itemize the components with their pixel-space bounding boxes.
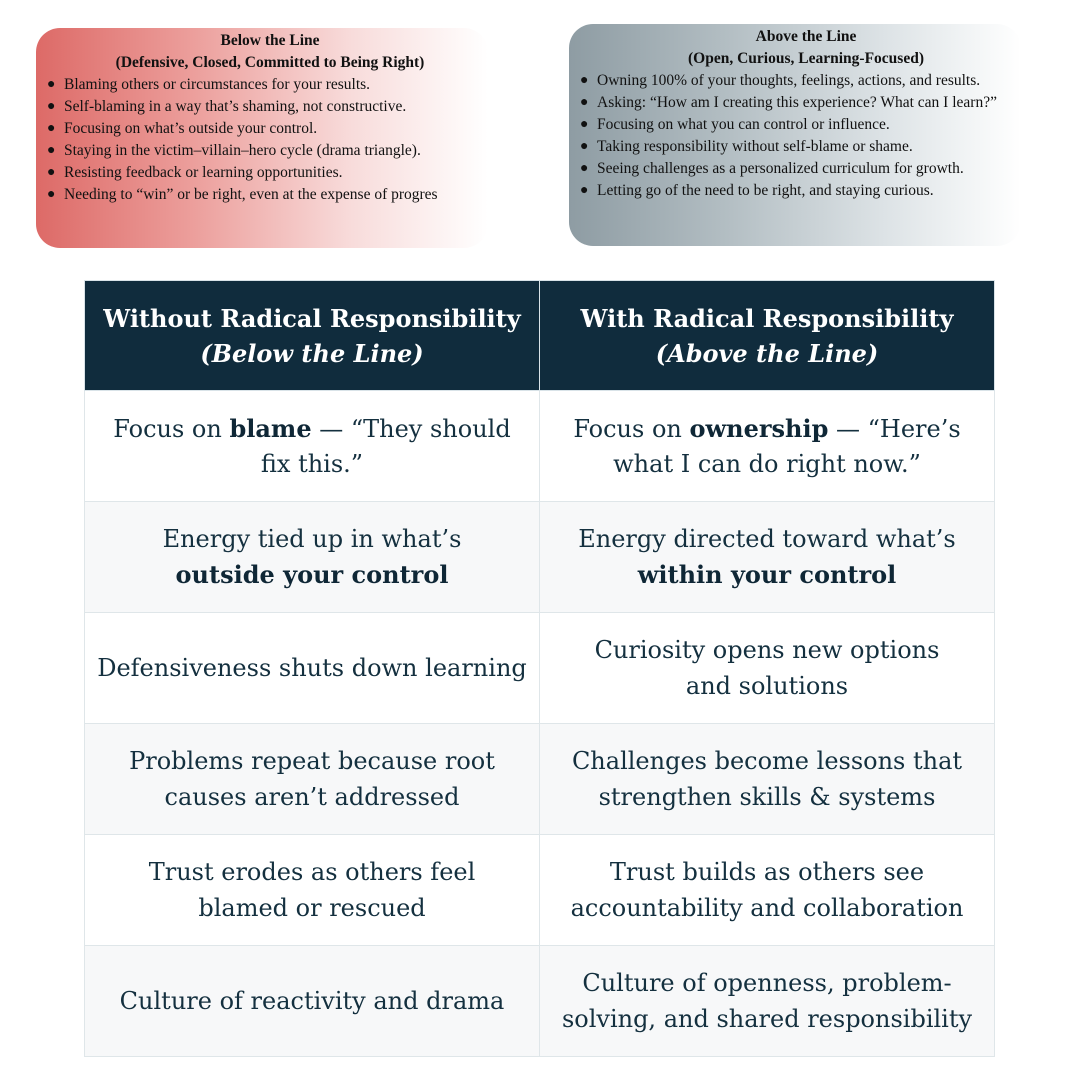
table-row — [85, 391, 995, 502]
bullet-icon: ● — [580, 95, 589, 110]
above-card-list — [580, 70, 1015, 202]
list-item — [580, 92, 1015, 114]
header-subtitle: (Below the Line) — [200, 338, 424, 368]
bullet-icon: ● — [580, 139, 589, 154]
list-item — [580, 70, 1015, 92]
list-item — [47, 118, 476, 140]
cell-text: — “They should fix this.” — [260, 414, 511, 478]
below-card-subheading: (Defensive, Closed, Committed to Being Right) — [115, 54, 425, 71]
table-cell-without — [85, 502, 540, 613]
table-cell-without — [85, 724, 540, 835]
table-cell-with — [540, 946, 995, 1057]
cell-text: Challenges become lessons that strengthen skills & systems — [571, 746, 963, 811]
list-item-text: Asking: “How am I creating this experience? What can I learn?” — [597, 94, 997, 111]
list-item — [580, 136, 1015, 158]
table-cell-without — [85, 946, 540, 1057]
cell-text: Defensiveness shuts down learning — [97, 654, 527, 682]
table-cell-without — [85, 613, 540, 724]
list-item-text: Focusing on what’s outside your control. — [64, 120, 318, 137]
cell-emphasis: blame — [229, 413, 312, 443]
below-the-line-card — [36, 28, 488, 248]
bullet-icon: ● — [47, 121, 56, 136]
bullet-icon: ● — [47, 99, 56, 114]
above-card-subheading: (Open, Curious, Learning-Focused) — [688, 50, 924, 67]
comparison-table — [84, 280, 995, 1057]
list-item-text: Needing to “win” or be right, even at the expense of progres — [64, 186, 438, 203]
table-cell-with — [540, 502, 995, 613]
list-item — [47, 96, 476, 118]
list-item — [580, 158, 1015, 180]
list-item-text: Staying in the victim–villain–hero cycle (drama triangle). — [64, 142, 421, 159]
cell-text: Trust builds as others see accountability and collaboration — [570, 857, 964, 922]
table-row — [85, 724, 995, 835]
list-item-text: Owning 100% of your thoughts, feelings, actions, and results. — [597, 72, 981, 89]
header-subtitle: (Above the Line) — [655, 338, 879, 368]
cell-text: Trust erodes as others feel blamed or rescued — [148, 857, 476, 922]
cell-text: Culture of openness, problem-solving, and shared responsibility — [561, 968, 973, 1033]
cell-emphasis: ownership — [689, 413, 829, 443]
list-item-text: Self-blaming in a way that’s shaming, not constructive. — [64, 98, 407, 115]
list-item — [47, 74, 476, 96]
table-cell-with — [540, 724, 995, 835]
table-cell-without — [85, 391, 540, 502]
table-cell-with — [540, 613, 995, 724]
list-item — [47, 140, 476, 162]
above-card-heading: Above the Line — [755, 28, 857, 45]
cell-emphasis: within your control — [637, 559, 897, 589]
cell-text: Energy directed toward what’s — [578, 524, 956, 553]
cell-text: Problems repeat because root causes aren’t addressed — [129, 746, 495, 811]
list-item-text: Letting go of the need to be right, and staying curious. — [597, 182, 934, 199]
list-item-text: Taking responsibility without self-blame or shame. — [597, 138, 913, 155]
cell-text: Focus on — [573, 414, 690, 443]
bullet-icon: ● — [580, 73, 589, 88]
below-card-heading: Below the Line — [220, 32, 320, 49]
list-item-text: Seeing challenges as a personalized curriculum for growth. — [597, 160, 964, 177]
bullet-icon: ● — [580, 117, 589, 132]
table-row — [85, 946, 995, 1057]
above-card-title — [597, 26, 1015, 70]
list-item — [580, 114, 1015, 136]
cell-text: — “Here’s what I can do right now.” — [613, 414, 961, 478]
bullet-icon: ● — [47, 143, 56, 158]
list-item — [47, 184, 476, 206]
above-the-line-card — [569, 24, 1021, 246]
cell-text: Culture of reactivity and drama — [119, 987, 505, 1015]
list-item-text: Focusing on what you can control or influence. — [597, 116, 890, 133]
header-with-responsibility — [540, 281, 995, 391]
table-row — [85, 835, 995, 946]
bullet-icon: ● — [47, 165, 56, 180]
cell-emphasis: outside your control — [175, 559, 449, 589]
header-without-responsibility — [85, 281, 540, 391]
below-card-list — [47, 74, 476, 206]
header-title: With Radical Responsibility — [580, 303, 954, 333]
table-cell-with — [540, 391, 995, 502]
list-item — [47, 162, 476, 184]
table-row — [85, 502, 995, 613]
bullet-icon: ● — [580, 161, 589, 176]
cell-text: Energy tied up in what’s — [162, 524, 462, 553]
bullet-icon: ● — [580, 183, 589, 198]
below-card-title — [64, 30, 476, 74]
list-item — [580, 180, 1015, 202]
cell-text: Focus on — [113, 414, 230, 443]
bullet-icon: ● — [47, 187, 56, 202]
list-item-text: Blaming others or circumstances for your results. — [64, 76, 371, 93]
cell-text: Curiosity opens new options and solutions — [594, 635, 940, 700]
table-cell-without — [85, 835, 540, 946]
table-cell-with — [540, 835, 995, 946]
list-item-text: Resisting feedback or learning opportunities. — [64, 164, 343, 181]
bullet-icon: ● — [47, 77, 56, 92]
table-header-row — [85, 281, 995, 391]
header-title: Without Radical Responsibility — [103, 303, 521, 333]
table-row — [85, 613, 995, 724]
